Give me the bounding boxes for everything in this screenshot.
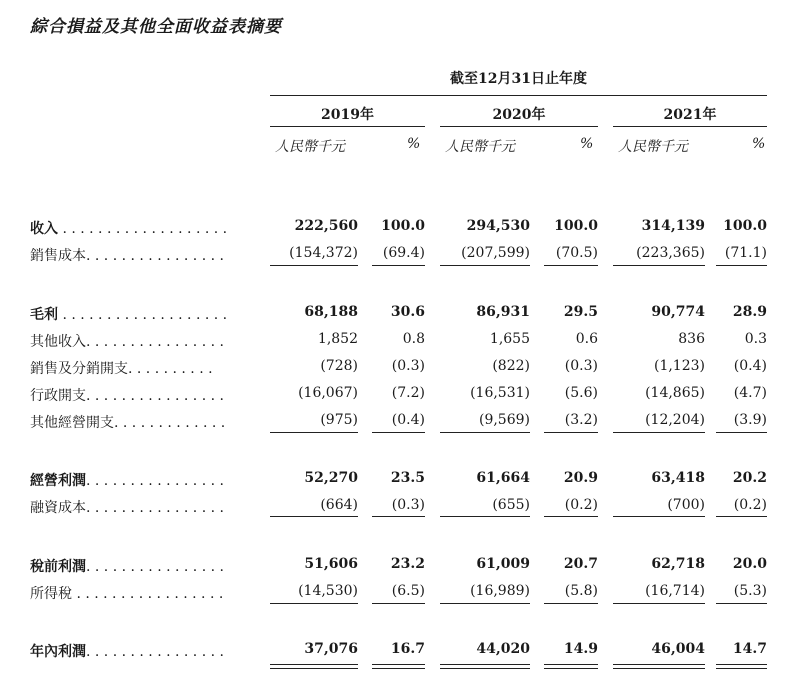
underline (716, 432, 767, 433)
row-label-text: 其他經營開支 (30, 415, 114, 431)
row-label (30, 583, 245, 603)
percent-cell: 0.8 (402, 331, 425, 347)
percent-cell: (0.4) (733, 358, 767, 374)
amount-cell: (700) (667, 497, 705, 513)
percent-cell: (5.6) (564, 385, 598, 401)
leader-dots: . . . . . . . . . . . . . . . . . . . (58, 307, 228, 323)
year-header-2020: 2020年 (492, 107, 546, 123)
amount-cell: 314,139 (641, 218, 705, 234)
leader-dots: . . . . . . . . . . . . . . . . . . . (58, 221, 228, 237)
row-label-text: 行政開支 (30, 388, 86, 404)
percent-cell: 20.2 (732, 470, 767, 486)
row-label-text: 所得稅 (30, 586, 72, 602)
percent-cell: (0.3) (391, 497, 425, 513)
percent-cell: (0.2) (733, 497, 767, 513)
pct-label-2020: % (580, 136, 594, 152)
underline (270, 265, 358, 266)
pct-label-2019: % (407, 136, 421, 152)
year-header-2021: 2021年 (663, 107, 717, 123)
percent-cell: (3.2) (564, 412, 598, 428)
amount-cell: (14,865) (645, 385, 705, 401)
row-label-text: 融資成本 (30, 500, 86, 516)
unit-label-2021: 人民幣千元 (618, 139, 688, 155)
year-rule-2020 (440, 126, 598, 127)
underline (613, 603, 705, 604)
percent-cell: 23.5 (390, 470, 425, 486)
amount-cell: 86,931 (476, 304, 530, 320)
amount-cell: (223,365) (636, 245, 705, 261)
amount-cell: (16,067) (298, 385, 358, 401)
underline (440, 265, 530, 266)
percent-cell: (3.9) (733, 412, 767, 428)
row-label (30, 412, 245, 432)
row-label (30, 304, 245, 324)
row-label (30, 385, 245, 405)
underline (544, 516, 598, 517)
amount-cell: 90,774 (651, 304, 705, 320)
underline (372, 432, 425, 433)
row-label (30, 497, 245, 517)
double-underline (372, 664, 425, 669)
amount-cell: 294,530 (466, 218, 530, 234)
underline (440, 432, 530, 433)
percent-cell: 14.9 (563, 641, 598, 657)
percent-cell: 29.5 (563, 304, 598, 320)
row-label (30, 470, 245, 490)
underline (613, 516, 705, 517)
percent-cell: (5.8) (564, 583, 598, 599)
percent-cell: 0.3 (744, 331, 767, 347)
year-header-2019: 2019年 (321, 107, 374, 123)
amount-cell: 61,664 (476, 470, 530, 486)
unit-label-2019: 人民幣千元 (275, 139, 345, 155)
percent-cell: (0.3) (564, 358, 598, 374)
underline (716, 265, 767, 266)
amount-cell: (16,989) (470, 583, 530, 599)
amount-cell: (9,569) (478, 412, 530, 428)
row-label-text: 經營利潤 (30, 473, 86, 489)
amount-cell: 37,076 (304, 641, 358, 657)
underline (270, 432, 358, 433)
amount-cell: 61,009 (476, 556, 530, 572)
percent-cell: 30.6 (390, 304, 425, 320)
year-rule-2021 (613, 126, 767, 127)
underline (440, 603, 530, 604)
amount-cell: 51,606 (304, 556, 358, 572)
unit-label-2020: 人民幣千元 (445, 139, 515, 155)
double-underline (544, 664, 598, 669)
amount-cell: (16,531) (470, 385, 530, 401)
percent-cell: 0.6 (575, 331, 598, 347)
row-label-text: 稅前利潤 (30, 559, 86, 575)
amount-cell: 1,655 (489, 331, 530, 347)
pct-label-2021: % (752, 136, 766, 152)
row-label-text: 銷售成本 (30, 248, 86, 264)
amount-cell: (655) (492, 497, 530, 513)
percent-cell: (0.3) (391, 358, 425, 374)
underline (544, 432, 598, 433)
leader-dots: . . . . . . . . . . . . . . . . (86, 644, 224, 660)
underline (716, 603, 767, 604)
underline (544, 265, 598, 266)
underline (613, 432, 705, 433)
underline (716, 516, 767, 517)
leader-dots: . . . . . . . . . . . . . . . . (86, 559, 224, 575)
amount-cell: 62,718 (651, 556, 705, 572)
year-rule-2019 (270, 126, 425, 127)
percent-cell: 20.7 (563, 556, 598, 572)
row-label (30, 641, 245, 661)
leader-dots: . . . . . . . . . . . . . . . . (86, 248, 224, 264)
percent-cell: 23.2 (390, 556, 425, 572)
amount-cell: (12,204) (645, 412, 705, 428)
amount-cell: 63,418 (651, 470, 705, 486)
amount-cell: (154,372) (289, 245, 358, 261)
percent-cell: (0.2) (564, 497, 598, 513)
amount-cell: (822) (492, 358, 530, 374)
amount-cell: 1,852 (317, 331, 358, 347)
percent-cell: 100.0 (723, 218, 767, 234)
row-label-text: 收入 (30, 221, 58, 237)
amount-cell: 222,560 (294, 218, 358, 234)
percent-cell: (7.2) (391, 385, 425, 401)
amount-cell: (207,599) (461, 245, 530, 261)
row-label (30, 218, 245, 238)
percent-cell: 16.7 (390, 641, 425, 657)
underline (270, 516, 358, 517)
leader-dots: . . . . . . . . . . . . . . . . (86, 500, 224, 516)
amount-cell: (16,714) (645, 583, 705, 599)
percent-cell: (70.5) (555, 245, 598, 261)
amount-cell: (728) (320, 358, 358, 374)
page-title: 綜合損益及其他全面收益表摘要 (30, 17, 282, 37)
double-underline (270, 664, 358, 669)
percent-cell: (71.1) (724, 245, 767, 261)
underline (372, 265, 425, 266)
row-label-text: 毛利 (30, 307, 58, 323)
underline (372, 603, 425, 604)
amount-cell: 836 (678, 331, 705, 347)
percent-cell: (0.4) (391, 412, 425, 428)
double-underline (613, 664, 705, 669)
amount-cell: 44,020 (476, 641, 530, 657)
row-label (30, 245, 245, 265)
percent-cell: 14.7 (732, 641, 767, 657)
underline (372, 516, 425, 517)
amount-cell: 46,004 (651, 641, 705, 657)
row-label-text: 年內利潤 (30, 644, 86, 660)
row-label-text: 其他收入 (30, 334, 86, 350)
underline (440, 516, 530, 517)
underline (270, 603, 358, 604)
double-underline (440, 664, 530, 669)
leader-dots: . . . . . . . . . . . . . . . . (86, 473, 224, 489)
percent-cell: 28.9 (732, 304, 767, 320)
percent-cell: (5.3) (733, 583, 767, 599)
period-header: 截至12月31日止年度 (450, 71, 587, 87)
amount-cell: 52,270 (304, 470, 358, 486)
amount-cell: (14,530) (298, 583, 358, 599)
row-label (30, 331, 245, 351)
leader-dots: . . . . . . . . . . . . . . . . . (72, 586, 224, 602)
leader-dots: . . . . . . . . . . . . . (114, 415, 226, 431)
percent-cell: (4.7) (733, 385, 767, 401)
row-label (30, 556, 245, 576)
leader-dots: . . . . . . . . . . . . . . . . (86, 334, 224, 350)
amount-cell: 68,188 (304, 304, 358, 320)
underline (544, 603, 598, 604)
percent-cell: 20.9 (563, 470, 598, 486)
row-label-text: 銷售及分銷開支 (30, 361, 128, 377)
percent-cell: (6.5) (391, 583, 425, 599)
amount-cell: (975) (320, 412, 358, 428)
percent-cell: 100.0 (554, 218, 598, 234)
percent-cell: 100.0 (381, 218, 425, 234)
double-underline (716, 664, 767, 669)
amount-cell: (664) (320, 497, 358, 513)
leader-dots: . . . . . . . . . . (128, 361, 213, 377)
underline (613, 265, 705, 266)
amount-cell: (1,123) (653, 358, 705, 374)
leader-dots: . . . . . . . . . . . . . . . . (86, 388, 224, 404)
row-label (30, 358, 245, 378)
header-rule (270, 95, 767, 96)
percent-cell: 20.0 (732, 556, 767, 572)
percent-cell: (69.4) (382, 245, 425, 261)
